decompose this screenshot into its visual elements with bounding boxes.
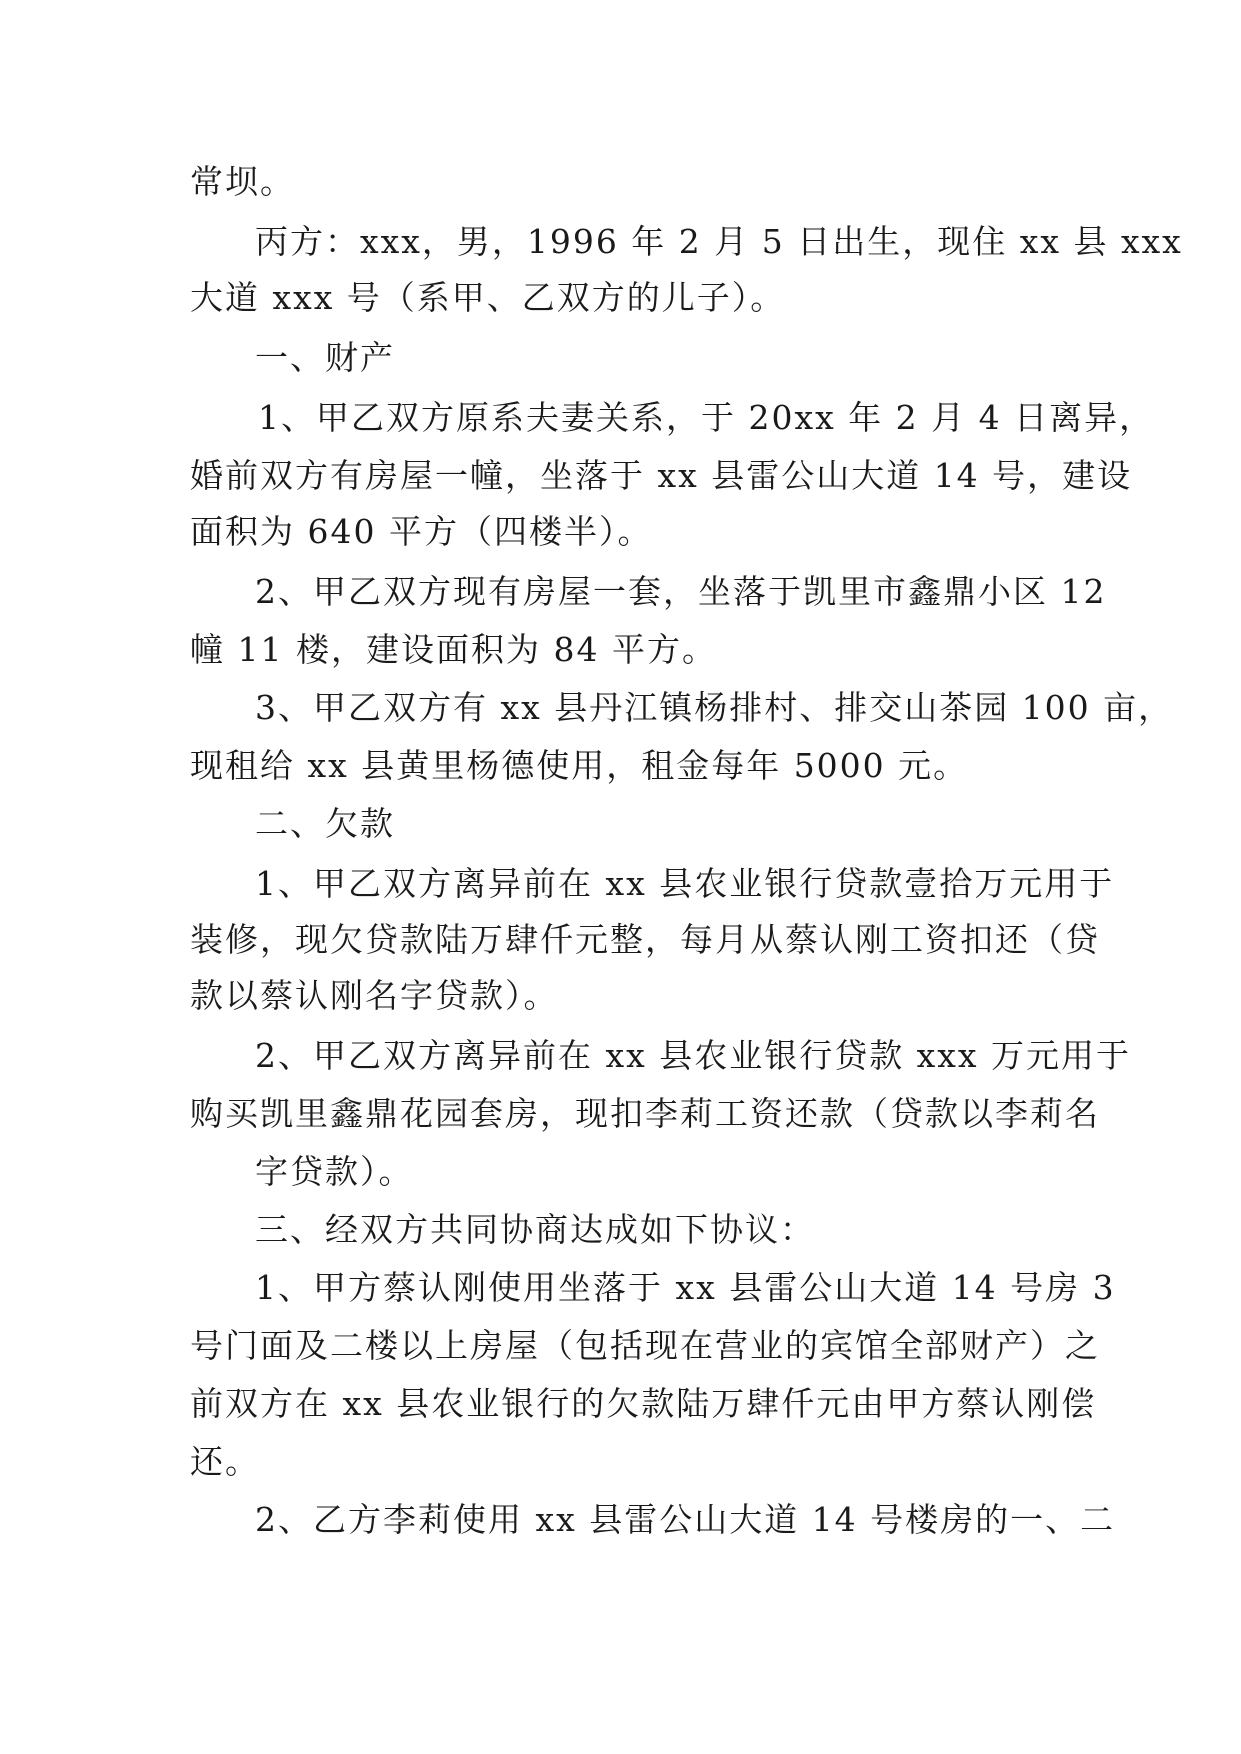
text-line-13: 1、甲乙双方离异前在 xx 县农业银行贷款壹拾万元用于: [255, 864, 1115, 903]
text-line-7: 面积为 640 平方（四楼半）。: [190, 512, 653, 551]
section-heading-debt: 二、欠款: [255, 804, 395, 843]
text-line-11: 现租给 xx 县黄里杨德使用，租金每年 5000 元。: [190, 746, 969, 785]
text-line-16: 2、甲乙双方离异前在 xx 县农业银行贷款 xxx 万元用于: [255, 1036, 1132, 1075]
section-heading-property: 一、财产: [255, 338, 395, 377]
text-line-15: 款以蔡认刚名字贷款）。: [190, 976, 559, 1015]
text-line-5: 1、甲乙双方原系夫妻关系，于 20xx 年 2 月 4 日离异，: [258, 398, 1155, 437]
text-line-6: 婚前双方有房屋一幢，坐落于 xx 县雷公山大道 14 号，建设: [190, 456, 1133, 495]
text-line-23: 还。: [190, 1442, 260, 1481]
text-line-9: 幢 11 楼，建设面积为 84 平方。: [190, 630, 717, 669]
text-line-10: 3、甲乙双方有 xx 县丹江镇杨排村、排交山茶园 100 亩，: [255, 688, 1174, 727]
text-line-22: 前双方在 xx 县农业银行的欠款陆万肆仟元由甲方蔡认刚偿: [190, 1384, 1097, 1423]
text-line-2: 丙方：xxx，男，1996 年 2 月 5 日出生，现住 xx 县 xxx: [255, 222, 1183, 261]
text-line-21: 号门面及二楼以上房屋（包括现在营业的宾馆全部财产）之: [190, 1326, 1100, 1365]
text-line-1: 常坝。: [190, 162, 295, 201]
section-heading-agreement: 三、经双方共同协商达成如下协议：: [255, 1210, 815, 1249]
text-line-24: 2、乙方李莉使用 xx 县雷公山大道 14 号楼房的一、二: [255, 1500, 1116, 1539]
text-line-14: 装修，现欠贷款陆万肆仟元整，每月从蔡认刚工资扣还（贷: [190, 920, 1100, 959]
text-line-8: 2、甲乙双方现有房屋一套，坐落于凯里市鑫鼎小区 12: [255, 572, 1107, 611]
text-line-3: 大道 xxx 号（系甲、乙双方的儿子）。: [190, 278, 786, 317]
text-line-20: 1、甲方蔡认刚使用坐落于 xx 县雷公山大道 14 号房 3: [255, 1268, 1116, 1307]
text-line-18: 字贷款）。: [255, 1152, 414, 1191]
text-line-17: 购买凯里鑫鼎花园套房，现扣李莉工资还款（贷款以李莉名: [190, 1094, 1100, 1133]
